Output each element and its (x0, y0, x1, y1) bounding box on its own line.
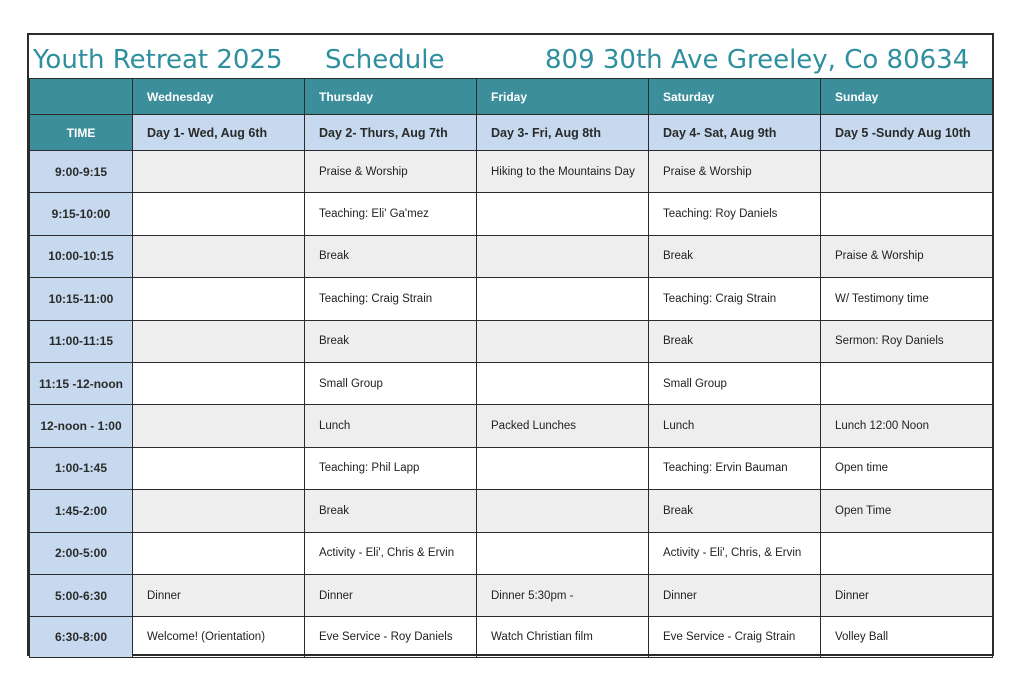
table-row (30, 574, 993, 616)
time-slot: 1:00-1:45 (30, 447, 133, 489)
table-row (30, 320, 993, 362)
header-day: Sunday (821, 79, 993, 115)
schedule-cell: Dinner 5:30pm - (477, 574, 649, 616)
table-row (30, 490, 993, 532)
schedule-cell: Teaching: Eli' Ga'mez (305, 193, 477, 235)
schedule-cell: Activity - Eli', Chris & Ervin (305, 532, 477, 574)
schedule-cell: Praise & Worship (649, 151, 821, 193)
schedule-cell: Lunch 12:00 Noon (821, 405, 993, 447)
time-slot: 11:15 -12-noon (30, 362, 133, 404)
time-slot: 2:00-5:00 (30, 532, 133, 574)
header-day: Saturday (649, 79, 821, 115)
schedule-cell: Small Group (649, 362, 821, 404)
schedule-cell (477, 362, 649, 404)
schedule-cell: Welcome! (Orientation) (133, 617, 305, 658)
schedule-sheet (27, 33, 994, 656)
schedule-cell: Break (649, 490, 821, 532)
schedule-cell (477, 278, 649, 320)
schedule-cell: Teaching: Phil Lapp (305, 447, 477, 489)
time-column-header: TIME (30, 115, 133, 151)
table-row (30, 193, 993, 235)
time-slot: 5:00-6:30 (30, 574, 133, 616)
schedule-cell (821, 193, 993, 235)
schedule-cell (133, 490, 305, 532)
date-row (30, 115, 993, 151)
schedule-cell (133, 278, 305, 320)
schedule-cell: Dinner (821, 574, 993, 616)
day-date: Day 4- Sat, Aug 9th (649, 115, 821, 151)
table-row (30, 151, 993, 193)
schedule-cell: Open time (821, 447, 993, 489)
day-date: Day 5 -Sundy Aug 10th (821, 115, 993, 151)
schedule-cell (477, 235, 649, 277)
schedule-cell: Eve Service - Roy Daniels (305, 617, 477, 658)
event-title: Youth Retreat 2025 (33, 45, 283, 75)
schedule-cell (133, 405, 305, 447)
schedule-cell: Activity - Eli', Chris, & Ervin (649, 532, 821, 574)
time-slot: 6:30-8:00 (30, 617, 133, 658)
time-slot: 11:00-11:15 (30, 320, 133, 362)
header-corner (30, 79, 133, 115)
schedule-cell: Hiking to the Mountains Day (477, 151, 649, 193)
schedule-cell (133, 362, 305, 404)
schedule-cell: Break (649, 235, 821, 277)
header-day: Thursday (305, 79, 477, 115)
header-day: Wednesday (133, 79, 305, 115)
schedule-cell: Sermon: Roy Daniels (821, 320, 993, 362)
schedule-cell: Dinner (305, 574, 477, 616)
schedule-cell (821, 151, 993, 193)
header-day: Friday (477, 79, 649, 115)
schedule-cell (133, 235, 305, 277)
schedule-cell: W/ Testimony time (821, 278, 993, 320)
day-date: Day 2- Thurs, Aug 7th (305, 115, 477, 151)
schedule-cell: Dinner (649, 574, 821, 616)
schedule-cell: Break (649, 320, 821, 362)
schedule-cell: Break (305, 235, 477, 277)
time-slot: 10:00-10:15 (30, 235, 133, 277)
table-row (30, 617, 993, 658)
weekday-header-row (30, 79, 993, 115)
schedule-cell: Praise & Worship (305, 151, 477, 193)
time-slot: 9:00-9:15 (30, 151, 133, 193)
schedule-cell (821, 362, 993, 404)
schedule-cell (821, 532, 993, 574)
schedule-cell (477, 532, 649, 574)
table-row (30, 235, 993, 277)
schedule-cell (477, 193, 649, 235)
schedule-cell (133, 447, 305, 489)
schedule-title: Schedule (325, 45, 445, 75)
schedule-cell: Open Time (821, 490, 993, 532)
time-slot: 12-noon - 1:00 (30, 405, 133, 447)
time-slot: 9:15-10:00 (30, 193, 133, 235)
time-slot: 10:15-11:00 (30, 278, 133, 320)
schedule-cell (133, 193, 305, 235)
schedule-table (29, 78, 993, 658)
schedule-cell: Break (305, 490, 477, 532)
schedule-cell: Watch Christian film (477, 617, 649, 658)
schedule-cell: Break (305, 320, 477, 362)
table-row (30, 362, 993, 404)
schedule-cell (133, 320, 305, 362)
day-date: Day 3- Fri, Aug 8th (477, 115, 649, 151)
schedule-cell: Teaching: Craig Strain (649, 278, 821, 320)
table-row (30, 278, 993, 320)
schedule-cell: Eve Service - Craig Strain (649, 617, 821, 658)
schedule-cell (477, 490, 649, 532)
schedule-cell: Dinner (133, 574, 305, 616)
schedule-cell (477, 320, 649, 362)
time-slot: 1:45-2:00 (30, 490, 133, 532)
schedule-cell: Volley Ball (821, 617, 993, 658)
schedule-cell: Lunch (649, 405, 821, 447)
table-row (30, 447, 993, 489)
day-date: Day 1- Wed, Aug 6th (133, 115, 305, 151)
schedule-cell (133, 532, 305, 574)
schedule-cell: Teaching: Ervin Bauman (649, 447, 821, 489)
table-row (30, 405, 993, 447)
schedule-cell: Teaching: Roy Daniels (649, 193, 821, 235)
table-row (30, 532, 993, 574)
schedule-cell (477, 447, 649, 489)
title-bar (29, 35, 992, 78)
event-address: 809 30th Ave Greeley, Co 80634 (545, 45, 970, 75)
schedule-cell: Small Group (305, 362, 477, 404)
schedule-cell: Teaching: Craig Strain (305, 278, 477, 320)
schedule-cell: Lunch (305, 405, 477, 447)
schedule-cell (133, 151, 305, 193)
schedule-cell: Praise & Worship (821, 235, 993, 277)
schedule-cell: Packed Lunches (477, 405, 649, 447)
